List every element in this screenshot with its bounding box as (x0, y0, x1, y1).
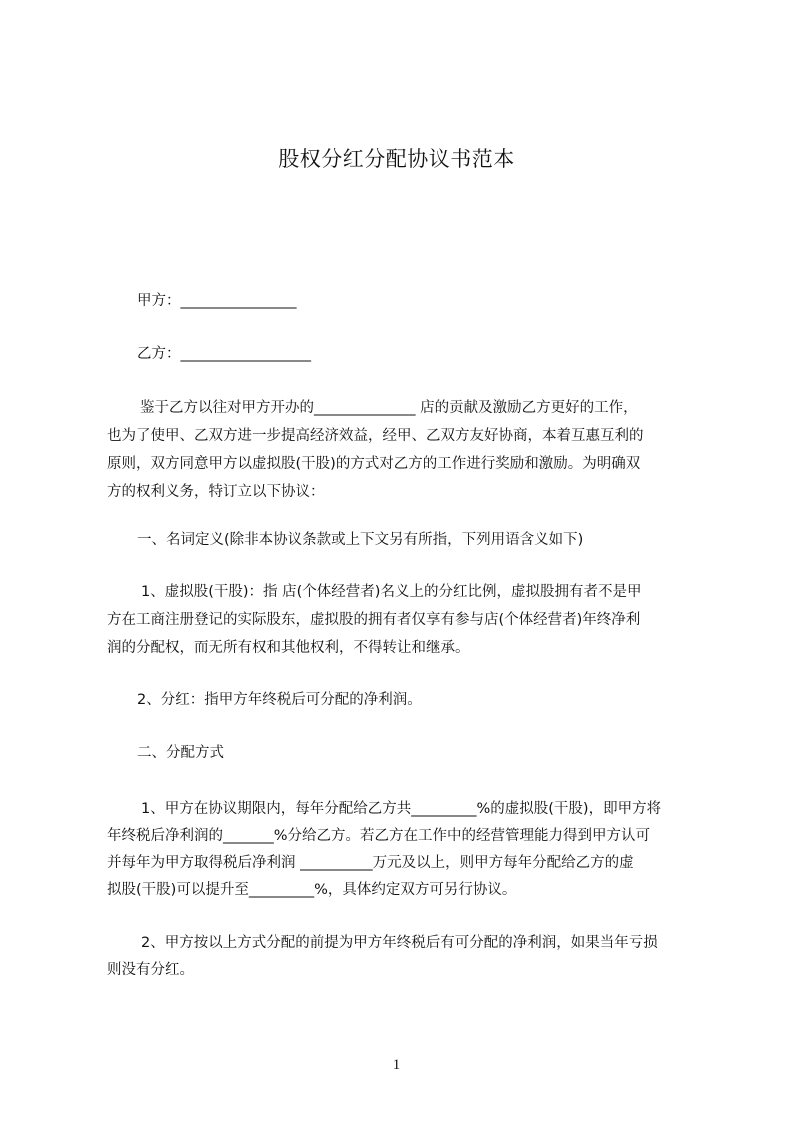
definition-line: 2、分红：指甲方年终税后可分配的净利润。 (137, 692, 422, 708)
document-title: 股权分红分配协议书范本 (278, 147, 515, 171)
distribution-line: 则没有分红。 (107, 962, 194, 978)
distribution-line: 2、甲方按以上方式分配的前提为甲方年终税后有可分配的净利润，如果当年亏损 (141, 935, 658, 951)
definition-line: 方在工商注册登记的实际股东，虚拟股的拥有者仅享有参与店(个体经营者)年终净利 (107, 612, 641, 628)
distribution-line: 年终税后净利润的_______%分给乙方。若乙方在工作中的经营管理能力得到甲方认可 (107, 828, 651, 844)
definition-line: 1、虚拟股(干股)：指 店(个体经营者)名义上的分红比例，虚拟股拥有者不是甲 (141, 584, 642, 600)
preamble-line: 鉴于乙方以往对甲方开办的______________ 店的贡献及激励乙方更好的工作， (140, 400, 638, 416)
party-b-blank: __________________ (180, 346, 311, 362)
distribution-line: 拟股(干股)可以提升至_________%，具体约定双方可另行协议。 (107, 882, 517, 898)
preamble-line: 原则，双方同意甲方以虚拟股(干股)的方式对乙方的工作进行奖励和激励。为明确双 (107, 456, 641, 472)
preamble-line: 方的权利义务，特订立以下协议： (107, 484, 325, 500)
section-heading-definitions: 一、名词定义(除非本协议条款或上下文另有所指，下列用语含义如下) (137, 532, 584, 548)
page-number: 1 (392, 1057, 401, 1073)
section-heading-distribution: 二、分配方式 (137, 745, 224, 761)
party-a-label: 甲方： (137, 293, 181, 309)
party-b-line (137, 344, 311, 364)
distribution-line: 并每年为甲方取得税后净利润 __________万元及以上，则甲方每年分配给乙方的虚 (107, 855, 634, 871)
preamble-line: 也为了使甲、乙双方进一步提高经济效益，经甲、乙双方友好协商，本着互惠互利的 (107, 428, 644, 444)
definition-line: 润的分配权，而无所有权和其他权利，不得转让和继承。 (107, 640, 470, 656)
party-a-line (137, 291, 297, 311)
distribution-line: 1、甲方在协议期限内，每年分配给乙方共_________%的虚拟股(干股)，即甲方将 (141, 801, 662, 817)
party-a-blank: ________________ (180, 293, 297, 309)
party-b-label: 乙方： (137, 346, 181, 362)
